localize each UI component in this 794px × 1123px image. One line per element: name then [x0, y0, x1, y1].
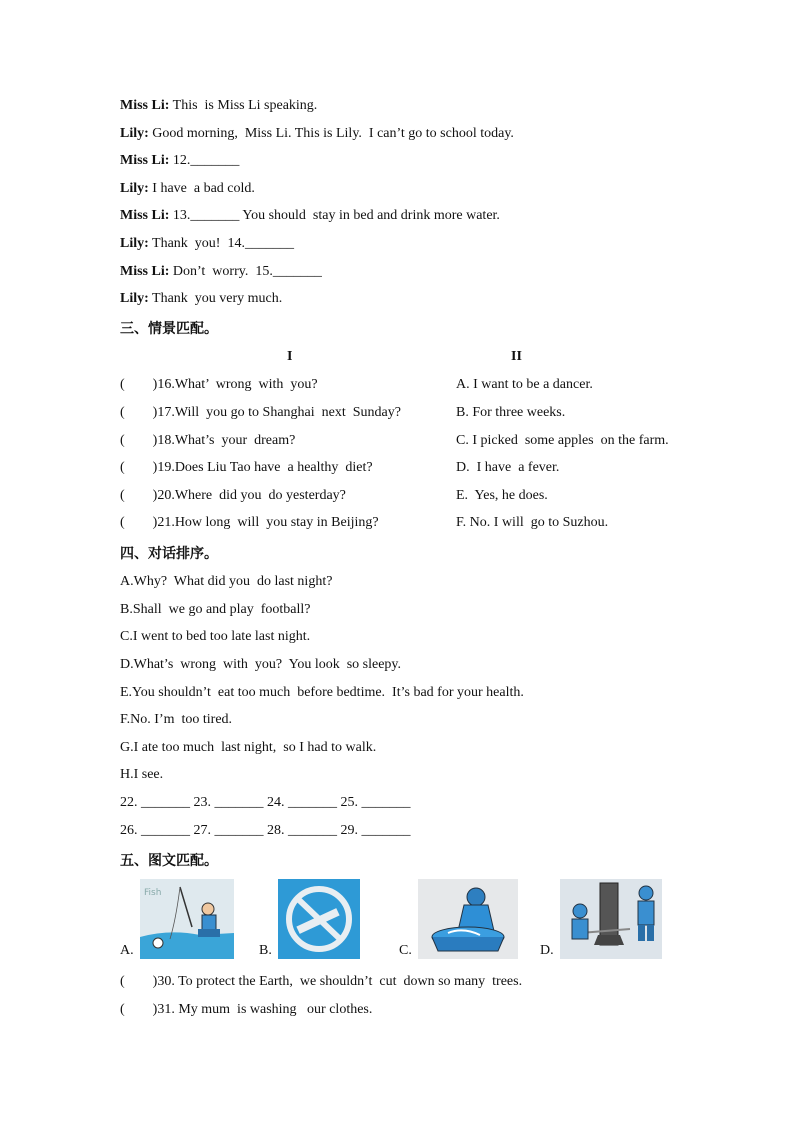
dialogue-line: [120, 263, 322, 281]
sentence-item: F.No. I’m too tired.: [120, 712, 233, 727]
dialogue-line: [120, 125, 514, 143]
match-answer: F. No. I will go to Suzhou.: [456, 515, 609, 530]
fishing-boy-icon: [140, 879, 234, 959]
column-2-header: II: [511, 349, 522, 364]
dialogue-text: 12._______: [169, 153, 240, 168]
match-answer: D. I have a fever.: [456, 460, 560, 475]
no-smoking-icon: [278, 879, 360, 959]
answer-blanks-row: 22. _______ 23. _______ 24. _______ 25. _______: [120, 795, 411, 810]
speaker: Lily:: [120, 181, 149, 196]
match-answer: C. I picked some apples on the farm.: [456, 433, 669, 448]
picture-label: B.: [259, 943, 272, 958]
sentence-item: D.What’s wrong with you? You look so sleepy.: [120, 657, 402, 672]
match-question: ( )20.Where did you do yesterday?: [120, 488, 346, 503]
match-answer: B. For three weeks.: [456, 405, 566, 420]
match-answer: A. I want to be a dancer.: [456, 377, 593, 392]
dialogue-text: This is Miss Li speaking.: [169, 98, 318, 113]
dialogue-text: Thank you! 14._______: [148, 236, 294, 251]
picture-label: A.: [120, 943, 134, 958]
sentence-item: C.I went to bed too late last night.: [120, 629, 311, 644]
washing-clothes-icon: [418, 879, 518, 959]
dialogue-text: 13._______ You should stay in bed and drink more water.: [169, 208, 500, 223]
picture-c: [399, 879, 518, 959]
dialogue-text: Thank you very much.: [148, 291, 283, 306]
section-5-title: 五、图文匹配。: [120, 853, 218, 869]
dialogue-text: Good morning, Miss Li. This is Lily. I can’t go to school today.: [148, 126, 514, 141]
match-answer: E. Yes, he does.: [456, 488, 548, 503]
speaker: Miss Li:: [120, 208, 170, 223]
picture-b: [259, 879, 360, 959]
match-question: ( )16.What’ wrong with you?: [120, 377, 318, 392]
speaker: Miss Li:: [120, 153, 170, 168]
picture-d: [540, 879, 662, 959]
dialogue-line: [120, 180, 255, 198]
picture-a: [120, 879, 234, 959]
speaker: Miss Li:: [120, 264, 170, 279]
svg-text:Fish: Fish: [143, 888, 162, 898]
speaker: Miss Li:: [120, 98, 170, 113]
sentence-item: G.I ate too much last night, so I had to walk.: [120, 740, 377, 755]
match-question: ( )17.Will you go to Shanghai next Sunday?: [120, 405, 401, 420]
sentence-item: E.You shouldn’t eat too much before bedtime. It’s bad for your health.: [120, 685, 524, 700]
speaker: Lily:: [120, 236, 149, 251]
dialogue-line: [120, 152, 239, 170]
dialogue-line: [120, 290, 282, 308]
sentence-item: A.Why? What did you do last night?: [120, 574, 333, 589]
dialogue-line: [120, 97, 317, 115]
column-1-header: I: [287, 349, 293, 364]
section-3-title: 三、情景匹配。: [120, 321, 218, 337]
picture-match-question: ( )30. To protect the Earth, we shouldn’t cut down so many trees.: [120, 974, 523, 989]
picture-label: D.: [540, 943, 554, 958]
cutting-trees-icon: [560, 879, 662, 959]
match-question: ( )21.How long will you stay in Beijing?: [120, 515, 379, 530]
dialogue-text: I have a bad cold.: [148, 181, 255, 196]
picture-match-question: ( )31. My mum is washing our clothes.: [120, 1002, 373, 1017]
sentence-item: H.I see.: [120, 767, 164, 782]
section-4-title: 四、对话排序。: [120, 546, 218, 562]
match-question: ( )19.Does Liu Tao have a healthy diet?: [120, 460, 373, 475]
match-question: ( )18.What’s your dream?: [120, 433, 296, 448]
dialogue-line: [120, 207, 500, 225]
dialogue-line: [120, 235, 294, 253]
answer-blanks-row: 26. _______ 27. _______ 28. _______ 29. _______: [120, 823, 411, 838]
dialogue-text: Don’t worry. 15._______: [169, 264, 322, 279]
speaker: Lily:: [120, 126, 149, 141]
sentence-item: B.Shall we go and play football?: [120, 602, 311, 617]
picture-label: C.: [399, 943, 412, 958]
speaker: Lily:: [120, 291, 149, 306]
